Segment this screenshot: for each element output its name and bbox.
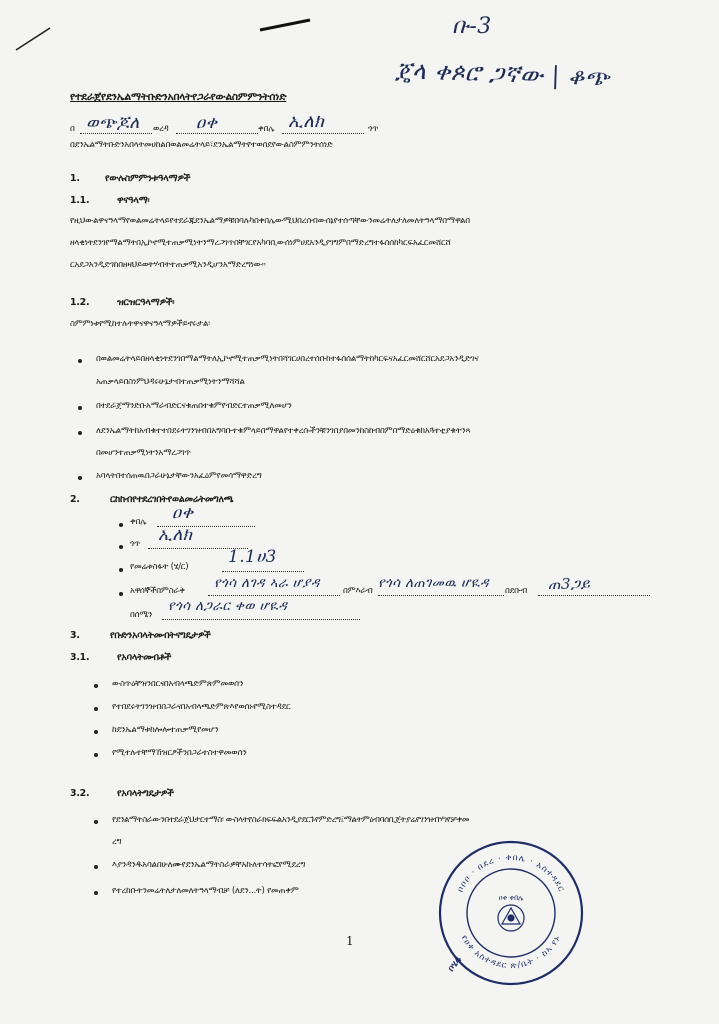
section-1-1-line: ዘላቂነትደንገየማልማትበኢኮኖሚተጠቃሚነትንማረጋገጥበቸገርየአካባቢውሰነምሀደአንዲያገግምበማድረግተፋሰሰከካርፍአፈርመሸርሸ (70, 238, 451, 248)
section-1-1-number: 1.1. (70, 195, 90, 206)
scratch-mark-center (256, 16, 316, 36)
list-item: በመሆንተጠቃሚነትንአማረጋገጥ (96, 448, 191, 458)
top-handwritten-note: ጄላ ቀጶሮ ጋኛው | ቆጭ (395, 56, 610, 92)
seal-ring-bottom: የዐቀ አስተዳደር ጽ/ቤት · ስኣ የኑ (458, 933, 564, 972)
s2-north-line (538, 595, 650, 596)
official-seal (436, 838, 586, 988)
list-item: ከደንኤልማቱከሎሎተጠቃሚየመሆን (112, 725, 219, 735)
name-line (80, 133, 152, 134)
bullet-dot (119, 592, 123, 596)
svg-text:ቦቦቦ · በደረ · ቀበሌ · አስተዳደር (456, 853, 567, 894)
list-item: ውስጥዕቸዝንበርናበአብላጫድምጽምመወሰን (112, 679, 244, 689)
bullet-dot (78, 359, 82, 363)
svg-text:የዐቀ አስተዳደር ጽ/ቤት · ስኣ የኑ (459, 934, 563, 972)
seal-code: ቦሄ4 (446, 954, 465, 974)
section-1-2-intro: ስምምነቱየሚከተሉትዋናዋናዓላማዎችይኖሩታል፡ (70, 319, 210, 329)
bullet-dot (119, 523, 123, 527)
list-item: አጠቃላይበስነምህዳሩሁኔታብተጠቃሚነትንማሻሻል (96, 377, 245, 387)
bullet-dot (119, 568, 123, 572)
intro-line-2: በደንኤልማትቡድንአበላትመሀከልበወልመሬትላይ፣ደንኤልማትየተወሰደየውልስምምንትሰነድ (70, 140, 333, 150)
kebele-value: ኢለክ (288, 111, 325, 132)
list-item: የተረከቡትንመሬትለታለመለትዓላማብቻ (ለደን...ት) የመጠቀም (112, 886, 299, 896)
list-item: አባላትበተሰጠዉበጋራሁኔታቸውንአፈዕምየመሳማዋድረግ (96, 471, 262, 481)
s2-kebele-value: ዐቀ (172, 503, 194, 523)
s2-north-label: በደቡብ (505, 586, 528, 596)
s2-area-label: የመሬቱስፋት (ሄ/ር) (130, 562, 189, 572)
s2-got-value: ኢለክ (158, 525, 193, 545)
seal-inner-ring (467, 869, 555, 957)
intro-prefix: በ (70, 124, 75, 134)
bullet-dot (94, 820, 98, 824)
s2-east-line (208, 595, 340, 596)
section-1-title: የውሉስምምንቱዓላማዎች (105, 173, 191, 184)
s2-west-label: በምእራብ (343, 586, 373, 596)
name-value: ወጭጆለ (86, 113, 140, 133)
section-1-1-line: ርአደጋአንዲድገከበዘዛህይወትሃብትተጠቃሚአንዲሆንአማድረግነው። (70, 260, 266, 270)
section-2-number: 2. (70, 494, 80, 505)
kebele-line (282, 133, 364, 134)
s2-area-line (222, 571, 304, 572)
seal-emblem-icon (498, 905, 524, 931)
section-1-number: 1. (70, 173, 80, 184)
got-label: ጎጥ (368, 124, 379, 134)
list-item: የሚተሉተቸማኸዝርፆችንበጋራተስተዋመወሰን (112, 748, 247, 758)
kebele-label: ቀበሌ (258, 124, 275, 134)
s2-got-label: ጎጥ (130, 539, 141, 549)
woreda-line (176, 133, 258, 134)
section-3-1-title: የአባላትመብቶች (117, 652, 172, 663)
bullet-dot (78, 431, 82, 435)
bullet-dot (78, 406, 82, 410)
seal-ring-top: ቦቦቦ · በደረ · ቀበሌ · አስተዳደር (455, 852, 567, 894)
bullet-dot (94, 684, 98, 688)
section-3-number: 3. (70, 630, 80, 641)
s2-area-value: 1.1ሀ3 (228, 547, 277, 567)
section-1-2-title: ዝርዝርዓላማዎች፡ (117, 297, 175, 308)
bullet-dot (94, 707, 98, 711)
bullet-dot (94, 891, 98, 895)
list-item: ረግ (112, 837, 122, 847)
s2-south-label: በሰሜን (130, 610, 153, 620)
seal-ring-left: ዐቀ ቀበሌ (498, 894, 524, 902)
section-1-1-line: የዚህውልዋናዓላማየወልመሬትላይየተደራጁደንኤልማዎቹበባሉካበቀበሌውሚህበረሰብውሰኔየተሰጣቸውንመሬትለታለመለትዓላማበማዋልበ (70, 216, 470, 226)
bullet-dot (119, 545, 123, 549)
woreda-label: ወረዳ (153, 124, 169, 134)
list-item: ለደንኤልማትከአብቁተተበደሩትገንዝብበአግባቡተቁምላይበማዋልየተቀረሱችንቹንገበያበመንከስከብበምበማድዕቁከአጓተቲያቁትንጻ (96, 426, 471, 436)
section-3-2-title: የአባላትግዴታዎች (117, 788, 174, 799)
bullet-dot (78, 476, 82, 480)
s2-east-label: አዋሰኞችበምስራቅ (130, 586, 185, 596)
section-3-1-number: 3.1. (70, 652, 90, 663)
bullet-dot (94, 753, 98, 757)
list-item: የተበደሩትገንዝብበጋራናበአብላጫድምጽእየወሰኑየሚስተዳደር (112, 702, 291, 712)
s2-east-value: የጎሳ ለገዳ ኣራ ሆያዳ (214, 575, 320, 591)
document-title: የተደራጀየደንኤልማትቡድንአበላትየጋራየውልስምምንትሰነድ (70, 91, 287, 103)
list-item: በተደራጀማንድቡአማራብድርናቁጠበተቁምየብድርተጠቃሚለመሆን (96, 401, 292, 411)
s2-west-value: የጎሳ ለጠገመዉ ሆዪዳ (378, 575, 489, 591)
s2-west-line (378, 595, 504, 596)
s2-south-line (162, 619, 360, 620)
s2-north-value: ጠ3ጋይ (548, 575, 591, 593)
section-3-title: የቡድንአባላትመብትናግዴታዎች (110, 630, 211, 641)
bullet-dot (94, 865, 98, 869)
section-1-1-title: ዋናዓላማ፡ (117, 195, 150, 206)
section-2-title: ርከከብየተደረገበትየወልመሬትመግለጫ (110, 494, 234, 505)
list-item: እያንዳንዱአባልበሁለሙየደንኤልማትስራዎቸአኩለተሳትፎየሚደረግ (112, 860, 306, 870)
section-1-2-number: 1.2. (70, 297, 90, 308)
woreda-value: ዐቀ (196, 113, 218, 133)
bullet-dot (94, 730, 98, 734)
list-item: በወልመሬትላይበዘላቂነትደንገበማልማትለኢኮኖሚተጠቃሚነትበሻገርሀበረተሰቡከተፋሰሰልማትከካርፍናአፈርመሸርሸርአደጋአንዲድገና (96, 354, 479, 364)
scratch-mark-left (14, 24, 54, 54)
page-number: 1 (346, 934, 354, 948)
list-item: የደንልማትስራውንበተደራጀህታርተማስ፡ ውስላትየስራክፍፍልአንዲያደርጉየምድረግ፤ማልትምዕብባሰቢጀትያሬየገንዝብሃገየቻቀመ (112, 815, 470, 825)
section-3-2-number: 3.2. (70, 788, 90, 799)
top-reference: ቡ-3 (452, 14, 492, 39)
s2-south-value: የጎሳ ለጋራር ቀወ ሆዪዳ (168, 598, 288, 614)
s2-kebele-label: ቀበሌ (130, 517, 147, 527)
